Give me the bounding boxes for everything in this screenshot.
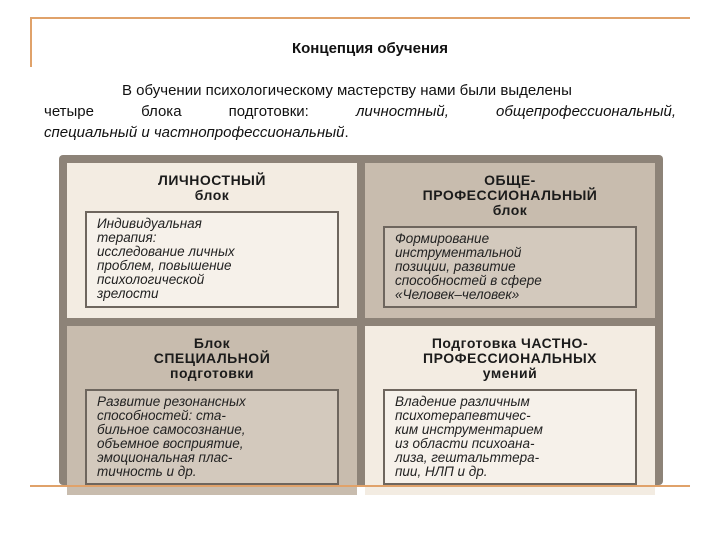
block-special-content: Развитие резонансных способностей: ста- бильное самосознание, объемное восприятие, эмоциональная плас- тичность и др. (85, 389, 339, 485)
block-general-professional-content: Формирование инструментальной позиции, развитие способностей в сфере «Человек–человек» (383, 226, 637, 308)
intro-line-3-italic: специальный и частнопрофессиональный (44, 124, 345, 141)
intro-line-2 (44, 101, 676, 122)
intro-line-2-italic: личностный, общепрофессиональный, (355, 103, 676, 120)
block-general-professional-heading: ОБЩЕ- ПРОФЕССИОНАЛЬНЫЙ блок (422, 172, 598, 218)
intro-line-1: В обучении психологическому мастерству нами были выделены (122, 82, 572, 99)
intro-line-3-end: . (344, 124, 349, 141)
block-personal-heading: ЛИЧНОСТНЫЙ блок (158, 172, 266, 203)
training-blocks-diagram (59, 155, 663, 485)
intro-line-3 (44, 122, 676, 143)
block-general-professional (365, 163, 655, 318)
slide-title: Концепция обучения (291, 40, 449, 57)
block-personal-content: Индивидуальная терапия: исследование личных проблем, повышение психологической зрелости (85, 211, 339, 308)
intro-line-2-plain: четыре блока подготовки: (44, 103, 356, 120)
block-private-professional-content: Владение различным психотерапевтичес- ким инструментарием из области психоана- лиза, гештальттера- пии, НЛП и др. (383, 389, 637, 485)
block-personal (67, 163, 357, 318)
block-private-professional (365, 326, 655, 495)
block-private-professional-heading: Подготовка ЧАСТНО- ПРОФЕССИОНАЛЬНЫХ умений (423, 335, 597, 381)
intro-paragraph (44, 80, 676, 143)
block-special (67, 326, 357, 495)
block-special-heading: Блок СПЕЦИАЛЬНОЙ подготовки (153, 335, 271, 381)
slide-frame-top-line (30, 17, 690, 19)
slide-frame-bottom-line (30, 485, 690, 487)
blocks-grid (67, 163, 655, 477)
